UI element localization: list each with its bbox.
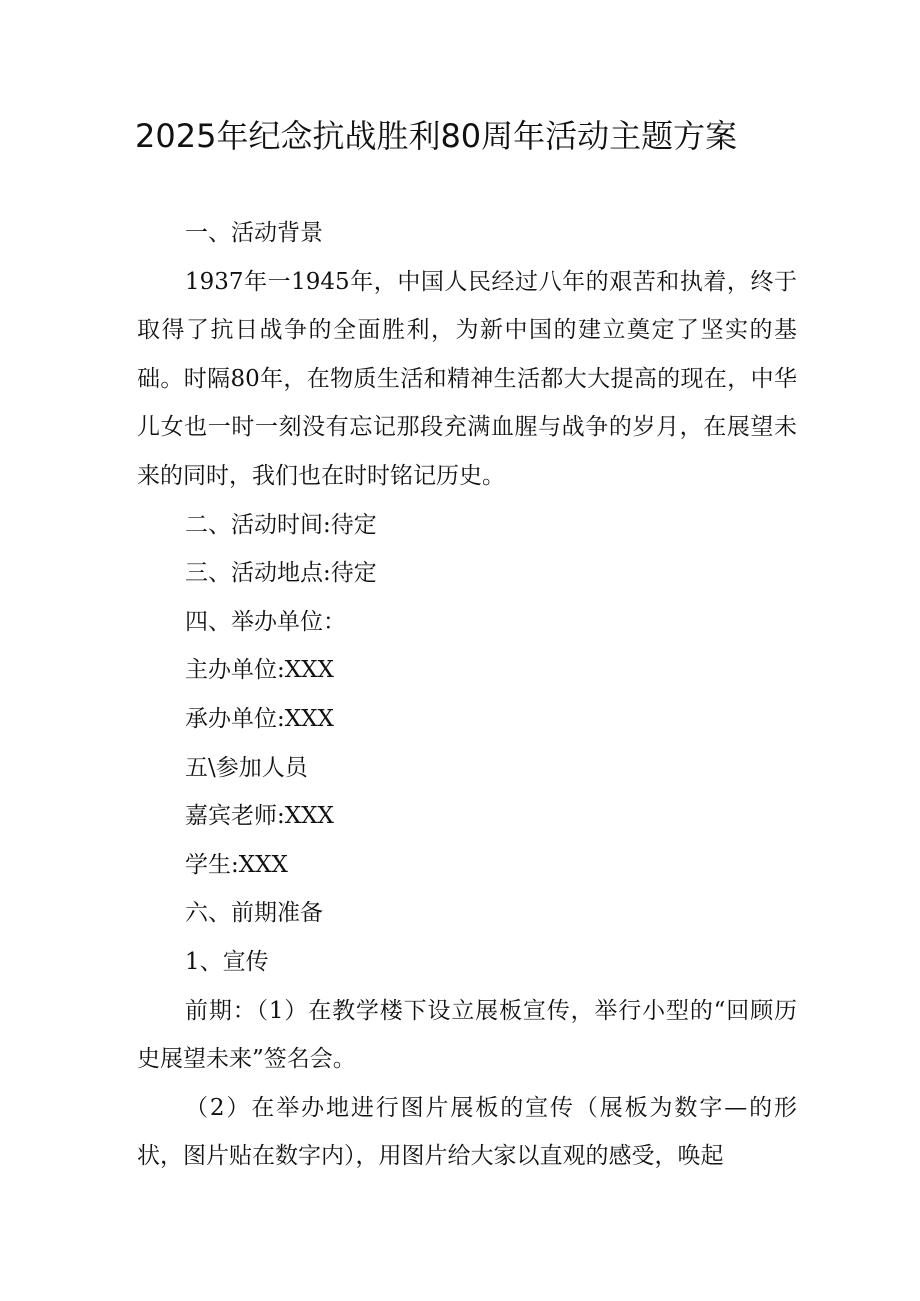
document-body	[137, 209, 797, 1181]
guest-teachers: 嘉宾老师:XXX	[185, 803, 334, 830]
section-heading-participants: 五\参加人员	[185, 754, 308, 781]
publicity-item-2: （2）在举办地进行图片展板的宣传（展板为数字—的形状，图片贴在数字内），用图片给大家以直观的感受，唤起	[137, 1094, 797, 1170]
subsection-publicity: 1、宣传	[185, 948, 269, 975]
section-heading-location: 三、活动地点:待定	[185, 560, 377, 587]
document-title: 2025年纪念抗战胜利80周年活动主题方案	[135, 117, 738, 155]
section-heading-time: 二、活动时间:待定	[185, 511, 377, 538]
co-organizer: 承办单位:XXX	[185, 705, 334, 732]
background-paragraph: 1937年一1945年，中国人民经过八年的艰苦和执着，终于取得了抗日战争的全面胜利，为新中国的建立奠定了坚实的基础。时隔80年，在物质生活和精神生活都大大提高的现在，中华儿女也一时一刻没有忘记那段充满血腥与战争的岁月，在展望未来的同时，我们也在时时铭记历史。	[137, 268, 797, 489]
section-heading-organizers: 四、举办单位：	[185, 608, 346, 635]
students: 学生:XXX	[185, 851, 288, 878]
section-heading-background: 一、活动背景	[185, 220, 323, 246]
section-heading-preparation: 六、前期准备	[185, 900, 323, 927]
host-organizer: 主办单位:XXX	[185, 657, 334, 684]
publicity-item-1: 前期：（1）在教学楼下设立展板宣传，举行小型的“回顾历史展望未来”签名会。	[137, 997, 797, 1073]
